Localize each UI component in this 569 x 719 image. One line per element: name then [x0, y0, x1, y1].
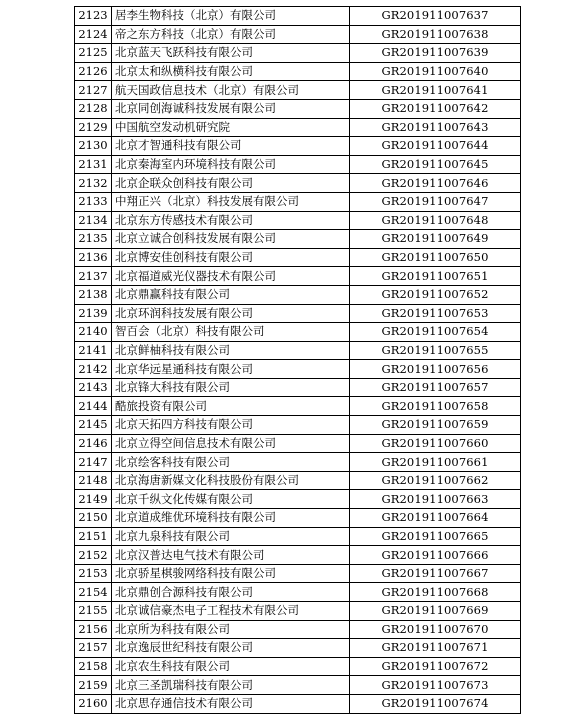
company-name: 北京华远星通科技有限公司 — [112, 360, 350, 379]
certificate-number: GR201911007665 — [350, 527, 521, 546]
table-row — [75, 248, 521, 267]
table-row — [75, 471, 521, 490]
certificate-number: GR201911007671 — [350, 639, 521, 658]
table-row — [75, 81, 521, 100]
certificate-number: GR201911007647 — [350, 192, 521, 211]
table-row — [75, 490, 521, 509]
row-number: 2145 — [75, 416, 112, 435]
row-number: 2144 — [75, 397, 112, 416]
company-name: 北京千纵文化传媒有限公司 — [112, 490, 350, 509]
row-number: 2137 — [75, 267, 112, 286]
table-row — [75, 25, 521, 44]
company-name: 北京天拓四方科技有限公司 — [112, 416, 350, 435]
row-number: 2142 — [75, 360, 112, 379]
company-name: 北京东方传感技术有限公司 — [112, 211, 350, 230]
row-number: 2160 — [75, 694, 112, 713]
row-number: 2153 — [75, 564, 112, 583]
certificate-number: GR201911007660 — [350, 434, 521, 453]
row-number: 2123 — [75, 7, 112, 26]
company-name: 北京三圣凯瑞科技有限公司 — [112, 676, 350, 695]
row-number: 2130 — [75, 137, 112, 156]
table-row — [75, 137, 521, 156]
table-row — [75, 285, 521, 304]
table-row — [75, 676, 521, 695]
table-row — [75, 304, 521, 323]
certificate-number: GR201911007663 — [350, 490, 521, 509]
certificate-number: GR201911007674 — [350, 694, 521, 713]
company-name: 北京蓝天飞跃科技有限公司 — [112, 44, 350, 63]
company-name: 中国航空发动机研究院 — [112, 118, 350, 137]
company-name: 智百会（北京）科技有限公司 — [112, 323, 350, 342]
table-row — [75, 527, 521, 546]
table-row — [75, 174, 521, 193]
table-row — [75, 583, 521, 602]
certificate-number: GR201911007646 — [350, 174, 521, 193]
company-name: 北京立得空间信息技术有限公司 — [112, 434, 350, 453]
row-number: 2135 — [75, 230, 112, 249]
company-name: 北京道成维优环境科技有限公司 — [112, 509, 350, 528]
row-number: 2157 — [75, 639, 112, 658]
certificate-number: GR201911007672 — [350, 657, 521, 676]
certificate-number: GR201911007638 — [350, 25, 521, 44]
table-row — [75, 453, 521, 472]
row-number: 2134 — [75, 211, 112, 230]
certificate-number: GR201911007657 — [350, 378, 521, 397]
row-number: 2127 — [75, 81, 112, 100]
row-number: 2154 — [75, 583, 112, 602]
table-row — [75, 620, 521, 639]
company-name: 北京同创海诚科技发展有限公司 — [112, 99, 350, 118]
company-name: 帝之东方科技（北京）有限公司 — [112, 25, 350, 44]
certificate-number: GR201911007670 — [350, 620, 521, 639]
certificate-number: GR201911007650 — [350, 248, 521, 267]
certificate-number: GR201911007656 — [350, 360, 521, 379]
company-name: 北京骄星棋骏网络科技有限公司 — [112, 564, 350, 583]
row-number: 2126 — [75, 62, 112, 81]
company-name: 北京海唐新媒文化科技股份有限公司 — [112, 471, 350, 490]
table-row — [75, 99, 521, 118]
table-row — [75, 564, 521, 583]
table-row — [75, 694, 521, 713]
row-number: 2155 — [75, 602, 112, 621]
company-name: 北京鲜柚科技有限公司 — [112, 341, 350, 360]
row-number: 2158 — [75, 657, 112, 676]
table-row — [75, 546, 521, 565]
company-name: 北京九泉科技有限公司 — [112, 527, 350, 546]
certificate-number: GR201911007667 — [350, 564, 521, 583]
company-name: 北京鼎赢科技有限公司 — [112, 285, 350, 304]
row-number: 2124 — [75, 25, 112, 44]
row-number: 2136 — [75, 248, 112, 267]
table-row — [75, 155, 521, 174]
table-body — [75, 7, 521, 714]
certificate-number: GR201911007644 — [350, 137, 521, 156]
certificate-number: GR201911007666 — [350, 546, 521, 565]
certificate-number: GR201911007639 — [350, 44, 521, 63]
company-name: 酷旅投资有限公司 — [112, 397, 350, 416]
company-name: 北京福道威光仪器技术有限公司 — [112, 267, 350, 286]
company-name: 航天国政信息技术（北京）有限公司 — [112, 81, 350, 100]
certificate-number: GR201911007643 — [350, 118, 521, 137]
company-name: 北京逸辰世纪科技有限公司 — [112, 639, 350, 658]
row-number: 2147 — [75, 453, 112, 472]
row-number: 2140 — [75, 323, 112, 342]
table-row — [75, 7, 521, 26]
table-row — [75, 639, 521, 658]
company-name: 北京锋大科技有限公司 — [112, 378, 350, 397]
table-row — [75, 267, 521, 286]
company-name: 北京汉普达电气技术有限公司 — [112, 546, 350, 565]
company-name: 北京环润科技发展有限公司 — [112, 304, 350, 323]
company-name: 北京博安佳创科技有限公司 — [112, 248, 350, 267]
row-number: 2125 — [75, 44, 112, 63]
row-number: 2132 — [75, 174, 112, 193]
table-row — [75, 378, 521, 397]
table-row — [75, 62, 521, 81]
table-row — [75, 341, 521, 360]
company-name: 北京鼎创合源科技有限公司 — [112, 583, 350, 602]
company-name: 北京秦海室内环境科技有限公司 — [112, 155, 350, 174]
row-number: 2138 — [75, 285, 112, 304]
table-row — [75, 397, 521, 416]
company-name: 中翔正兴（北京）科技发展有限公司 — [112, 192, 350, 211]
table-row — [75, 323, 521, 342]
row-number: 2143 — [75, 378, 112, 397]
table-row — [75, 602, 521, 621]
company-name: 北京所为科技有限公司 — [112, 620, 350, 639]
certificate-number: GR201911007645 — [350, 155, 521, 174]
certificate-number: GR201911007640 — [350, 62, 521, 81]
certificate-number: GR201911007664 — [350, 509, 521, 528]
table-row — [75, 509, 521, 528]
certificate-number: GR201911007659 — [350, 416, 521, 435]
table-row — [75, 434, 521, 453]
certificate-number: GR201911007649 — [350, 230, 521, 249]
certificate-number: GR201911007658 — [350, 397, 521, 416]
row-number: 2133 — [75, 192, 112, 211]
row-number: 2150 — [75, 509, 112, 528]
certificate-number: GR201911007673 — [350, 676, 521, 695]
row-number: 2139 — [75, 304, 112, 323]
certificate-number: GR201911007637 — [350, 7, 521, 26]
company-list-table — [74, 6, 521, 714]
certificate-number: GR201911007661 — [350, 453, 521, 472]
row-number: 2151 — [75, 527, 112, 546]
row-number: 2141 — [75, 341, 112, 360]
certificate-number: GR201911007654 — [350, 323, 521, 342]
certificate-number: GR201911007641 — [350, 81, 521, 100]
company-name: 北京农生科技有限公司 — [112, 657, 350, 676]
row-number: 2128 — [75, 99, 112, 118]
company-name: 北京绘客科技有限公司 — [112, 453, 350, 472]
table-row — [75, 44, 521, 63]
table-row — [75, 192, 521, 211]
company-name: 北京立诚合创科技发展有限公司 — [112, 230, 350, 249]
certificate-number: GR201911007652 — [350, 285, 521, 304]
table-row — [75, 230, 521, 249]
company-name: 北京思存通信技术有限公司 — [112, 694, 350, 713]
company-name: 北京诚信豪杰电子工程技术有限公司 — [112, 602, 350, 621]
table-row — [75, 118, 521, 137]
row-number: 2129 — [75, 118, 112, 137]
certificate-number: GR201911007648 — [350, 211, 521, 230]
table-row — [75, 211, 521, 230]
row-number: 2152 — [75, 546, 112, 565]
certificate-number: GR201911007668 — [350, 583, 521, 602]
row-number: 2131 — [75, 155, 112, 174]
row-number: 2148 — [75, 471, 112, 490]
company-name: 居李生物科技（北京）有限公司 — [112, 7, 350, 26]
certificate-number: GR201911007653 — [350, 304, 521, 323]
row-number: 2156 — [75, 620, 112, 639]
certificate-number: GR201911007662 — [350, 471, 521, 490]
company-name: 北京太和纵横科技有限公司 — [112, 62, 350, 81]
certificate-number: GR201911007642 — [350, 99, 521, 118]
certificate-number: GR201911007669 — [350, 602, 521, 621]
table-row — [75, 416, 521, 435]
company-name: 北京企联众创科技有限公司 — [112, 174, 350, 193]
table-row — [75, 657, 521, 676]
row-number: 2159 — [75, 676, 112, 695]
row-number: 2149 — [75, 490, 112, 509]
company-name: 北京才智通科技有限公司 — [112, 137, 350, 156]
row-number: 2146 — [75, 434, 112, 453]
certificate-number: GR201911007651 — [350, 267, 521, 286]
certificate-number: GR201911007655 — [350, 341, 521, 360]
table-row — [75, 360, 521, 379]
